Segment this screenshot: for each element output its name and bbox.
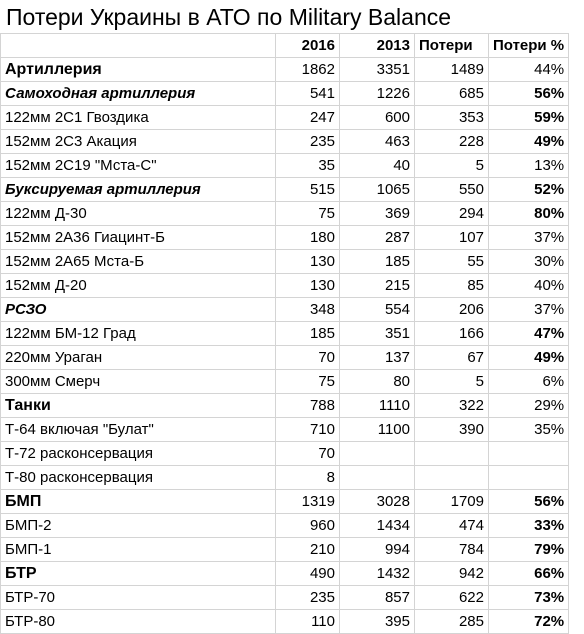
- cell-losses-pct[interactable]: 29%: [489, 394, 569, 418]
- cell-label[interactable]: Артиллерия: [1, 58, 276, 82]
- cell-2016[interactable]: 210: [276, 538, 340, 562]
- cell-2016[interactable]: 70: [276, 442, 340, 466]
- cell-label[interactable]: Самоходная артиллерия: [1, 82, 276, 106]
- table-row: [1, 610, 569, 634]
- cell-losses[interactable]: 353: [415, 106, 489, 130]
- cell-losses-pct[interactable]: 37%: [489, 298, 569, 322]
- cell-label[interactable]: БМП: [1, 490, 276, 514]
- table-row: [1, 178, 569, 202]
- cell-losses[interactable]: 784: [415, 538, 489, 562]
- cell-label[interactable]: 300мм Смерч: [1, 370, 276, 394]
- table-row: [1, 562, 569, 586]
- cell-2013[interactable]: 395: [340, 610, 415, 634]
- cell-losses-pct[interactable]: 79%: [489, 538, 569, 562]
- header-cell-2016[interactable]: 2016: [276, 34, 340, 58]
- table-row: [1, 226, 569, 250]
- cell-label[interactable]: РСЗО: [1, 298, 276, 322]
- header-row: [1, 34, 569, 58]
- cell-2016[interactable]: 515: [276, 178, 340, 202]
- header-cell-label[interactable]: [1, 34, 276, 58]
- cell-losses[interactable]: 474: [415, 514, 489, 538]
- cell-2016[interactable]: 1319: [276, 490, 340, 514]
- cell-losses-pct[interactable]: 37%: [489, 226, 569, 250]
- cell-2013[interactable]: 80: [340, 370, 415, 394]
- cell-losses-pct[interactable]: 47%: [489, 322, 569, 346]
- cell-losses[interactable]: 285: [415, 610, 489, 634]
- table-row: [1, 586, 569, 610]
- cell-losses-pct[interactable]: [489, 442, 569, 466]
- cell-label[interactable]: БМП-1: [1, 538, 276, 562]
- cell-losses-pct[interactable]: 59%: [489, 106, 569, 130]
- table-row: [1, 418, 569, 442]
- cell-2013[interactable]: 287: [340, 226, 415, 250]
- cell-label[interactable]: 152мм Д-20: [1, 274, 276, 298]
- cell-label[interactable]: 122мм 2С1 Гвоздика: [1, 106, 276, 130]
- cell-2013[interactable]: 137: [340, 346, 415, 370]
- cell-2013[interactable]: 600: [340, 106, 415, 130]
- cell-losses-pct[interactable]: 73%: [489, 586, 569, 610]
- cell-label[interactable]: Т-80 расконсервация: [1, 466, 276, 490]
- cell-2013[interactable]: 1434: [340, 514, 415, 538]
- cell-losses-pct[interactable]: 56%: [489, 82, 569, 106]
- cell-2013[interactable]: 463: [340, 130, 415, 154]
- table-row: [1, 250, 569, 274]
- losses-table: [0, 33, 569, 634]
- cell-2016[interactable]: 541: [276, 82, 340, 106]
- cell-2016[interactable]: 70: [276, 346, 340, 370]
- cell-2016[interactable]: 8: [276, 466, 340, 490]
- cell-label[interactable]: БТР: [1, 562, 276, 586]
- cell-losses[interactable]: 294: [415, 202, 489, 226]
- table-row: [1, 58, 569, 82]
- cell-label[interactable]: БТР-80: [1, 610, 276, 634]
- page-title: Потери Украины в АТО по Military Balance: [6, 4, 452, 30]
- cell-losses[interactable]: 1489: [415, 58, 489, 82]
- cell-losses-pct[interactable]: 49%: [489, 130, 569, 154]
- cell-losses[interactable]: 107: [415, 226, 489, 250]
- cell-2016[interactable]: 960: [276, 514, 340, 538]
- cell-label[interactable]: 152мм 2С19 "Мста-С": [1, 154, 276, 178]
- table-row: [1, 466, 569, 490]
- cell-2013[interactable]: 40: [340, 154, 415, 178]
- cell-losses[interactable]: 5: [415, 370, 489, 394]
- cell-2013[interactable]: [340, 442, 415, 466]
- table-row: [1, 442, 569, 466]
- cell-losses[interactable]: 85: [415, 274, 489, 298]
- table-row: [1, 274, 569, 298]
- cell-losses-pct[interactable]: 33%: [489, 514, 569, 538]
- table-row: [1, 490, 569, 514]
- table-row: [1, 82, 569, 106]
- cell-losses-pct[interactable]: 72%: [489, 610, 569, 634]
- cell-2013[interactable]: 1065: [340, 178, 415, 202]
- cell-losses-pct[interactable]: 13%: [489, 154, 569, 178]
- cell-losses[interactable]: 550: [415, 178, 489, 202]
- table-row: [1, 538, 569, 562]
- cell-label[interactable]: БМП-2: [1, 514, 276, 538]
- cell-losses[interactable]: [415, 442, 489, 466]
- cell-losses[interactable]: 206: [415, 298, 489, 322]
- table-row: [1, 298, 569, 322]
- cell-losses-pct[interactable]: 52%: [489, 178, 569, 202]
- cell-losses-pct[interactable]: 35%: [489, 418, 569, 442]
- cell-2016[interactable]: 75: [276, 370, 340, 394]
- cell-2013[interactable]: 351: [340, 322, 415, 346]
- cell-2016[interactable]: 185: [276, 322, 340, 346]
- cell-2016[interactable]: 247: [276, 106, 340, 130]
- cell-label[interactable]: 122мм Д-30: [1, 202, 276, 226]
- cell-2016[interactable]: 348: [276, 298, 340, 322]
- cell-losses[interactable]: 5: [415, 154, 489, 178]
- cell-2016[interactable]: 130: [276, 250, 340, 274]
- cell-losses-pct[interactable]: 49%: [489, 346, 569, 370]
- cell-2013[interactable]: 1432: [340, 562, 415, 586]
- cell-label[interactable]: Буксируемая артиллерия: [1, 178, 276, 202]
- cell-losses[interactable]: 1709: [415, 490, 489, 514]
- cell-losses-pct[interactable]: 44%: [489, 58, 569, 82]
- cell-2013[interactable]: 1100: [340, 418, 415, 442]
- cell-label[interactable]: 152мм 2А65 Мста-Б: [1, 250, 276, 274]
- cell-losses[interactable]: 390: [415, 418, 489, 442]
- cell-losses-pct[interactable]: 80%: [489, 202, 569, 226]
- cell-2016[interactable]: 130: [276, 274, 340, 298]
- cell-losses[interactable]: 166: [415, 322, 489, 346]
- cell-losses[interactable]: 322: [415, 394, 489, 418]
- table-row: [1, 202, 569, 226]
- cell-2013[interactable]: 3028: [340, 490, 415, 514]
- cell-2016[interactable]: 235: [276, 130, 340, 154]
- header-cell-losses[interactable]: Потери: [415, 34, 489, 58]
- cell-2013[interactable]: 369: [340, 202, 415, 226]
- cell-2016[interactable]: 1862: [276, 58, 340, 82]
- cell-2013[interactable]: 3351: [340, 58, 415, 82]
- cell-losses[interactable]: 622: [415, 586, 489, 610]
- cell-2013[interactable]: 994: [340, 538, 415, 562]
- cell-label[interactable]: 220мм Ураган: [1, 346, 276, 370]
- table-row: [1, 346, 569, 370]
- header-cell-2013[interactable]: 2013: [340, 34, 415, 58]
- cell-losses[interactable]: [415, 466, 489, 490]
- cell-label[interactable]: Т-64 включая "Булат": [1, 418, 276, 442]
- header-cell-losses-pct[interactable]: Потери %: [489, 34, 569, 58]
- cell-label[interactable]: Танки: [1, 394, 276, 418]
- cell-2016[interactable]: 788: [276, 394, 340, 418]
- cell-losses[interactable]: 942: [415, 562, 489, 586]
- cell-losses-pct[interactable]: 56%: [489, 490, 569, 514]
- cell-label[interactable]: БТР-70: [1, 586, 276, 610]
- cell-2016[interactable]: 235: [276, 586, 340, 610]
- table-row: [1, 370, 569, 394]
- table-row: [1, 394, 569, 418]
- cell-losses-pct[interactable]: 40%: [489, 274, 569, 298]
- cell-label[interactable]: 152мм 2А36 Гиацинт-Б: [1, 226, 276, 250]
- cell-losses[interactable]: 685: [415, 82, 489, 106]
- cell-2016[interactable]: 180: [276, 226, 340, 250]
- cell-2016[interactable]: 490: [276, 562, 340, 586]
- cell-label[interactable]: 122мм БМ-12 Град: [1, 322, 276, 346]
- cell-2013[interactable]: [340, 466, 415, 490]
- cell-2016[interactable]: 35: [276, 154, 340, 178]
- cell-2016[interactable]: 75: [276, 202, 340, 226]
- cell-2013[interactable]: 185: [340, 250, 415, 274]
- cell-2013[interactable]: 1226: [340, 82, 415, 106]
- cell-2013[interactable]: 554: [340, 298, 415, 322]
- cell-losses[interactable]: 228: [415, 130, 489, 154]
- cell-label[interactable]: Т-72 расконсервация: [1, 442, 276, 466]
- cell-2016[interactable]: 110: [276, 610, 340, 634]
- cell-losses[interactable]: 55: [415, 250, 489, 274]
- cell-losses[interactable]: 67: [415, 346, 489, 370]
- cell-losses-pct[interactable]: 6%: [489, 370, 569, 394]
- table-row: [1, 154, 569, 178]
- table-row: [1, 106, 569, 130]
- cell-losses-pct[interactable]: [489, 466, 569, 490]
- cell-losses-pct[interactable]: 66%: [489, 562, 569, 586]
- cell-losses-pct[interactable]: 30%: [489, 250, 569, 274]
- table-row: [1, 322, 569, 346]
- cell-2016[interactable]: 710: [276, 418, 340, 442]
- cell-2013[interactable]: 1110: [340, 394, 415, 418]
- cell-label[interactable]: 152мм 2С3 Акация: [1, 130, 276, 154]
- table-row: [1, 514, 569, 538]
- table-row: [1, 130, 569, 154]
- cell-2013[interactable]: 857: [340, 586, 415, 610]
- cell-2013[interactable]: 215: [340, 274, 415, 298]
